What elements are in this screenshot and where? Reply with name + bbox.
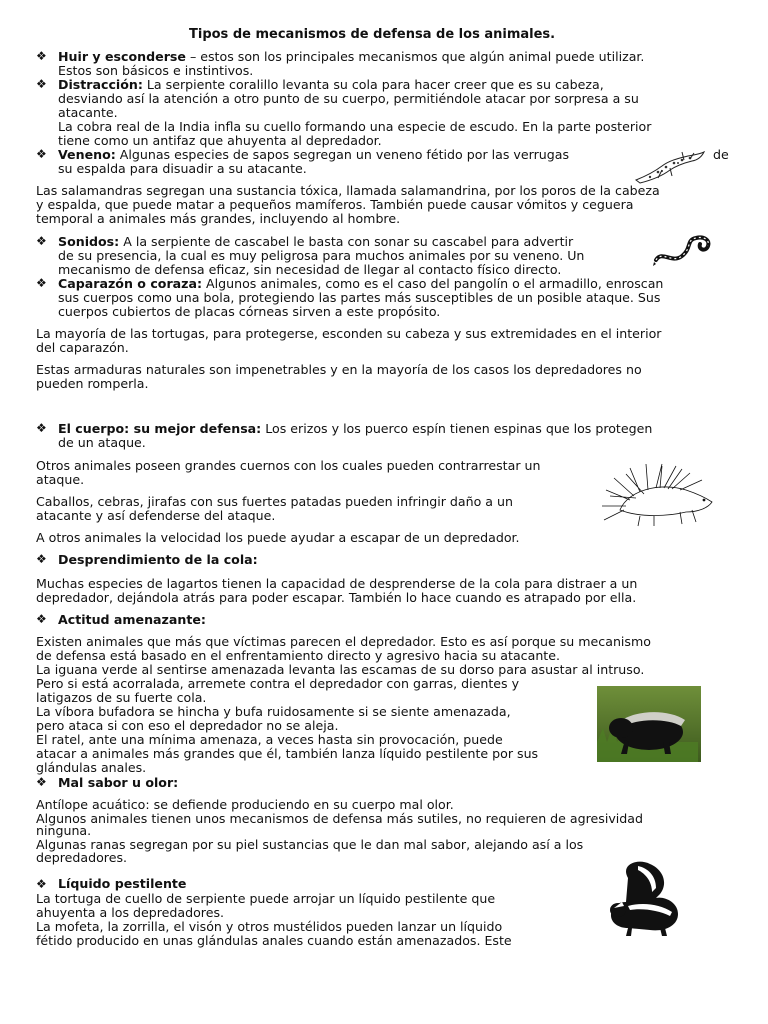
text-line: atacante. bbox=[58, 105, 118, 120]
paragraph-huir bbox=[58, 50, 644, 64]
text-line: Caballos, cebras, jirafas con sus fuertes patadas pueden infringir daño a un bbox=[36, 494, 513, 509]
text-line: latigazos de su fuerte cola. bbox=[36, 690, 207, 705]
bullet-icon: ❖ bbox=[36, 147, 47, 161]
heading-veneno: Veneno: bbox=[58, 147, 116, 162]
text-line: temporal a animales más grandes, incluyendo al hombre. bbox=[36, 211, 401, 226]
text-line: La tortuga de cuello de serpiente puede arrojar un líquido pestilente que bbox=[36, 891, 496, 906]
text-line: de defensa está basado en el enfrentamiento directo y agresivo hacia su atacante. bbox=[36, 648, 560, 663]
text-line: tiene como un antifaz que ahuyenta al depredador. bbox=[58, 133, 382, 148]
text-line: depredadores. bbox=[36, 850, 128, 865]
text-line: Estos son básicos e instintivos. bbox=[58, 63, 254, 78]
salamander-illustration bbox=[632, 146, 708, 186]
text-line: Algunos animales tienen unos mecanismos de defensa más sutiles, no requieren de agresividad bbox=[36, 811, 644, 826]
text-line: ninguna. bbox=[36, 823, 92, 838]
text-line: Algunas especies de sapos segregan un veneno fétido por las verrugas bbox=[115, 147, 570, 162]
skunk-illustration bbox=[598, 858, 688, 938]
text-line: del caparazón. bbox=[36, 340, 129, 355]
bullet-icon: ❖ bbox=[36, 49, 47, 63]
text-line: mecanismo de defensa eficaz, sin necesidad de llegar al contacto físico directo. bbox=[58, 262, 562, 277]
text-line: desviando así la atención a otro punto de su cuerpo, permitiéndole atacar por sorpresa a su bbox=[58, 91, 639, 106]
heading-actitud: Actitud amenazante: bbox=[58, 612, 206, 627]
paragraph-caparazon bbox=[58, 277, 663, 291]
document-title: Tipos de mecanismos de defensa de los animales. bbox=[189, 27, 556, 42]
paragraph-distraccion bbox=[58, 78, 604, 92]
paragraph-veneno bbox=[58, 148, 569, 162]
heading-distraccion: Distracción: bbox=[58, 77, 143, 92]
bullet-icon: ❖ bbox=[36, 77, 47, 91]
text-line: Antílope acuático: se defiende produciendo en su cuerpo mal olor. bbox=[36, 797, 454, 812]
heading-malsabor: Mal sabor u olor: bbox=[58, 775, 179, 790]
text-line: Algunos animales, como es el caso del pangolín o el armadillo, enroscan bbox=[202, 276, 664, 291]
text-line: Estas armaduras naturales son impenetrables y en la mayoría de los casos los depredadores no bbox=[36, 362, 642, 377]
text-line: pero ataca si con eso el depredador no se aleja. bbox=[36, 718, 339, 733]
text-line: Las salamandras segregan una sustancia tóxica, llamada salamandrina, por los poros de la cabeza bbox=[36, 183, 660, 198]
paragraph-cuerpo bbox=[58, 422, 652, 436]
text-line: ahuyenta a los depredadores. bbox=[36, 905, 225, 920]
text-line: A otros animales la velocidad los puede ayudar a escapar de un depredador. bbox=[36, 530, 520, 545]
bullet-icon: ❖ bbox=[36, 775, 47, 789]
text-line: y espalda, que puede matar a pequeños mamíferos. También puede causar vómitos y ceguera bbox=[36, 197, 634, 212]
text-line: Existen animales que más que víctimas parecen el depredador. Esto es así porque su mecanismo bbox=[36, 634, 651, 649]
bullet-icon: ❖ bbox=[36, 234, 47, 248]
heading-cuerpo: El cuerpo: su mejor defensa: bbox=[58, 421, 262, 436]
text-line: Los erizos y los puerco espín tienen espinas que los protegen bbox=[261, 421, 653, 436]
honey-badger-photo bbox=[597, 686, 701, 762]
text-line: La mofeta, la zorrilla, el visón y otros mustélidos pueden lanzar un líquido bbox=[36, 919, 503, 934]
heading-sonidos: Sonidos: bbox=[58, 234, 120, 249]
paragraph-sonidos bbox=[58, 235, 573, 249]
text-line: de su presencia, la cual es muy peligrosa para muchos animales por su veneno. Un bbox=[58, 248, 585, 263]
text-line: de un ataque. bbox=[58, 435, 146, 450]
text-line: La mayoría de las tortugas, para protegerse, esconden su cabeza y sus extremidades en el interior bbox=[36, 326, 662, 341]
text-line: La iguana verde al sentirse amenazada levanta las escamas de su dorso para asustar al intruso. bbox=[36, 662, 645, 677]
rattlesnake-illustration bbox=[652, 230, 716, 270]
text-line: La víbora bufadora se hincha y bufa ruidosamente si se siente amenazada, bbox=[36, 704, 511, 719]
bullet-icon: ❖ bbox=[36, 877, 47, 891]
text-line: glándulas anales. bbox=[36, 760, 147, 775]
text-line: depredador, dejándola atrás para poder escapar. También lo hace cuando es atrapado por ella. bbox=[36, 590, 637, 605]
text-line: atacar a animales más grandes que él, también lanza líquido pestilente por sus bbox=[36, 746, 539, 761]
text-line: fétido producido en unas glándulas anales cuando están amenazados. Este bbox=[36, 933, 512, 948]
text-line: Algunas ranas segregan por su piel sustancias que le dan mal sabor, alejando así a los bbox=[36, 837, 584, 852]
porcupine-illustration bbox=[600, 460, 720, 530]
heading-caparazon: Caparazón o coraza: bbox=[58, 276, 203, 291]
bullet-icon: ❖ bbox=[36, 612, 47, 626]
heading-cola: Desprendimiento de la cola: bbox=[58, 552, 258, 567]
bullet-icon: ❖ bbox=[36, 421, 47, 435]
text-line: El ratel, ante una mínima amenaza, a veces hasta sin provocación, puede bbox=[36, 732, 503, 747]
text-line: – estos son los principales mecanismos que algún animal puede utilizar. bbox=[185, 49, 645, 64]
text-line: La serpiente coralillo levanta su cola para hacer creer que es su cabeza, bbox=[142, 77, 604, 92]
bullet-icon: ❖ bbox=[36, 276, 47, 290]
text-line: Muchas especies de lagartos tienen la capacidad de desprenderse de la cola para distraer a un bbox=[36, 576, 638, 591]
text-line: sus cuerpos como una bola, protegiendo las partes más susceptibles de un posible ataque. Sus bbox=[58, 290, 661, 305]
text-line: Otros animales poseen grandes cuernos con los cuales pueden contrarrestar un bbox=[36, 458, 541, 473]
text-line: ataque. bbox=[36, 472, 85, 487]
text-line: su espalda para disuadir a su atacante. bbox=[58, 161, 307, 176]
text-line: La cobra real de la India infla su cuello formando una especie de escudo. En la parte posterior bbox=[58, 119, 652, 134]
heading-huir: Huir y esconderse bbox=[58, 49, 186, 64]
text-line: A la serpiente de cascabel le basta con sonar su cascabel para advertir bbox=[119, 234, 574, 249]
heading-liquido: Líquido pestilente bbox=[58, 876, 187, 891]
text-line: pueden romperla. bbox=[36, 376, 149, 391]
text-line: atacante y así defenderse del ataque. bbox=[36, 508, 276, 523]
text-line: cuerpos cubiertos de placas córneas sirven a este propósito. bbox=[58, 304, 441, 319]
bullet-icon: ❖ bbox=[36, 552, 47, 566]
text-line: Pero si está acorralada, arremete contra el depredador con garras, dientes y bbox=[36, 676, 520, 691]
text-line: de bbox=[713, 147, 729, 162]
